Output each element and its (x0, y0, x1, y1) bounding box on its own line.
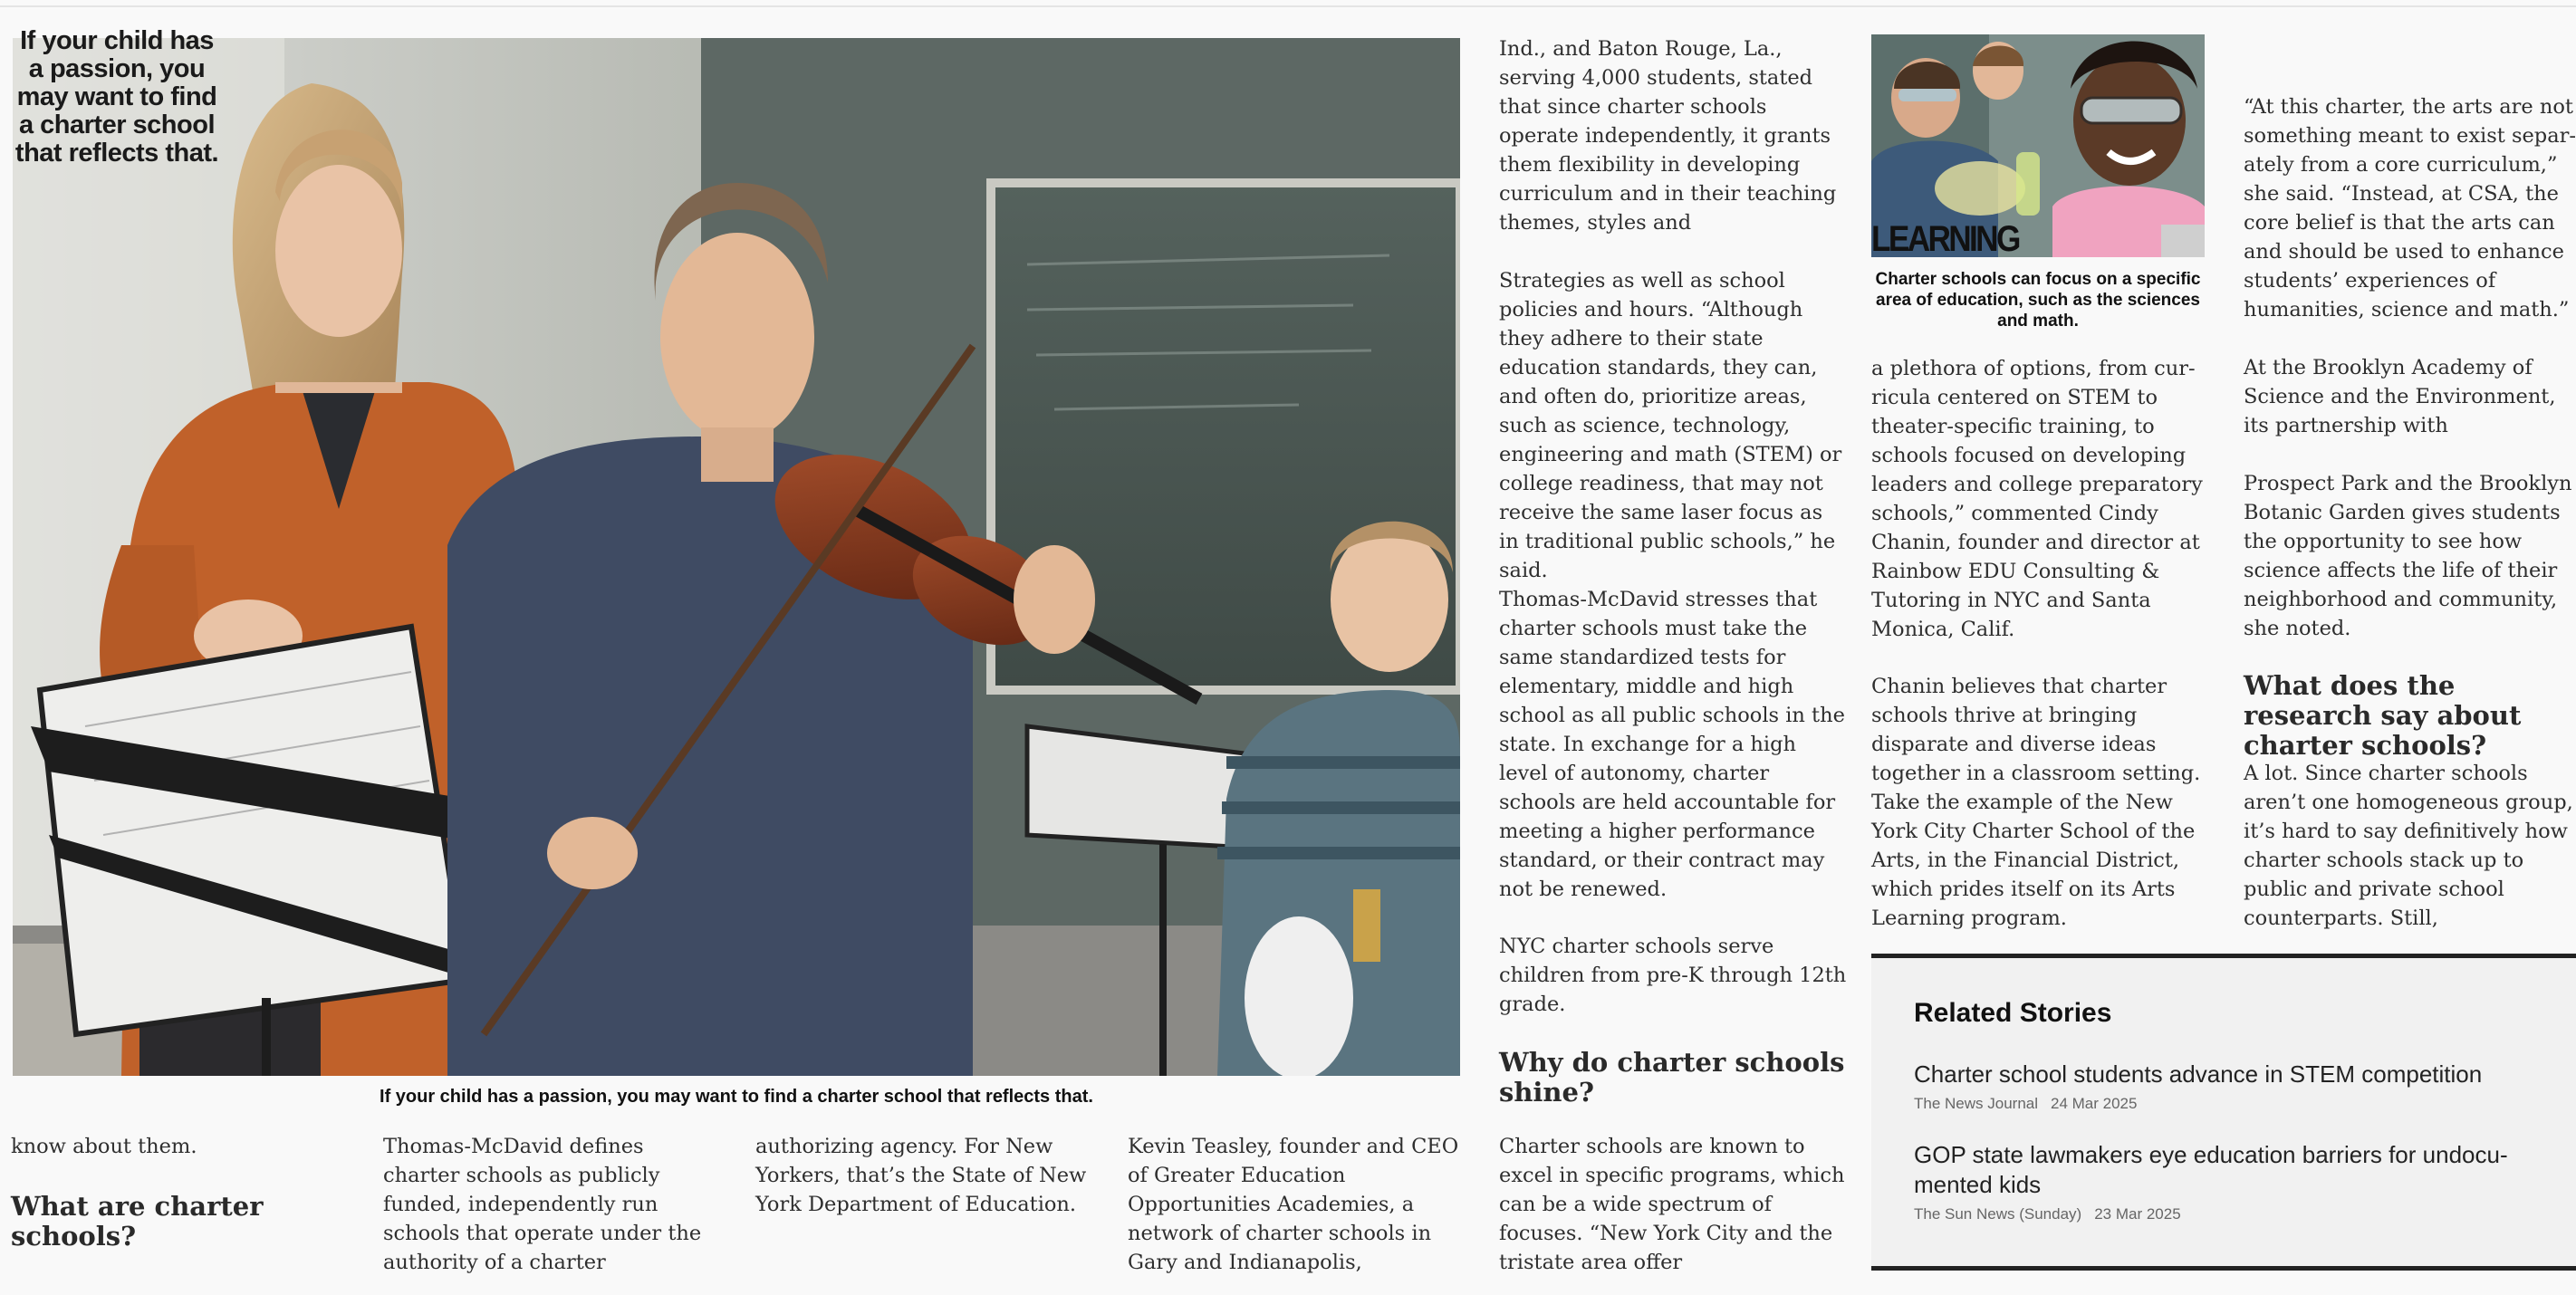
article-paragraph: Ind., and Baton Rouge, La., serving 4,000 students, stated that since charter schools operate independently, it grants them flexibility in developing curriculum and in their teaching themes, styles and (1499, 37, 1837, 235)
related-story-meta (1914, 1095, 2530, 1113)
related-story-source: The News Journal (1914, 1095, 2039, 1112)
article-paragraph: Thomas-McDavid stresses that charter schools must take the same standardized tests for elementary, middle and high school as all public schools in the state. In exchange for a high level of autonomy, charter schools are held accountable for meeting a higher performance standard, or their contract may not be renewed. (1499, 588, 1845, 901)
related-story-meta (1914, 1205, 2530, 1223)
article-paragraph: know about them. (11, 1135, 197, 1158)
article-paragraph: a plethora of options, from curricula centered on STEM to theater-specific training, to schools focused on developing leaders and college preparatory schools,” commented Cindy Chanin, founder and director at Rainbow EDU Consulting & Tutoring in NYC and Santa Monica, Calif. (1871, 357, 2203, 641)
related-story-date: 23 Mar 2025 (2094, 1205, 2181, 1223)
hero-caption: If your child has a passion, you may want to find a charter school that reflects that. (380, 1087, 1093, 1107)
article-paragraph: Kevin Teasley, founder and CEO of Greater Education Opportunities Academies, a network of charter schools in Gary and Indianapolis, (1128, 1135, 1459, 1274)
article-paragraph: Thomas-McDavid defines charter schools as publicly funded, independently run schools that operate under the authority of a charter (383, 1135, 702, 1274)
related-story-item[interactable] (1914, 1140, 2530, 1223)
article-paragraph: authorizing agency. For New Yorkers, that’s the State of New York Department of Education. (755, 1135, 1087, 1216)
related-story-date: 24 Mar 2025 (2051, 1095, 2138, 1112)
section-heading: Why do charter schools shine? (1499, 1047, 1845, 1108)
related-story-headline[interactable]: Charter school students advance in STEM competition (1914, 1060, 2483, 1088)
section-heading: What does the research say about charter schools? (2244, 670, 2522, 761)
article-paragraph: NYC charter schools serve children from pre-K through 12th grade. (1499, 935, 1847, 1016)
learning-label: LEARNING (1871, 219, 2019, 259)
section-heading: What are charter schools? (11, 1191, 264, 1252)
top-divider (0, 5, 2576, 7)
article-paragraph: Strategies as well as school policies and hours. “Although they adhere to their state education standards, they can, and often do, prioritize areas, such as science, technology, engineering and math (STEM) or college readiness, that may not receive the same laser focus as in traditional public schools,” he said. (1499, 269, 1842, 582)
related-story-headline[interactable]: GOP state lawmakers eye education barriers for undocumented kids (1914, 1141, 2508, 1198)
article-paragraph: “At this charter, the arts are not something meant to exist separately from a core curriculum,” she said. “Instead, at CSA, the core belief is that the arts can and should be used to enhance students’ experiences of humanities, science and math.” (2244, 95, 2576, 321)
hero-photo (13, 38, 1460, 1076)
related-story-item[interactable] (1914, 1060, 2530, 1113)
article-paragraph: At the Brooklyn Academy of Science and the Environment, its partnership with (2244, 356, 2556, 437)
related-stories-title: Related Stories (1914, 998, 2112, 1028)
related-story-source: The Sun News (Sunday) (1914, 1205, 2082, 1223)
article-paragraph: A lot. Since charter schools aren’t one homogeneous group, it’s hard to say definitively how charter schools stack up to public and private school counterparts. Still, (2244, 762, 2573, 930)
article-paragraph: Chanin believes that charter schools thrive at bringing disparate and diverse ideas together in a classroom setting. Take the example of the New York City Charter School of the Arts, in the Financial District, which prides itself on its Arts Learning program. (1871, 675, 2201, 930)
article-paragraph: Charter schools are known to excel in specific programs, which can be a wide spectrum of focuses. “New York City and the tristate area offer (1499, 1135, 1845, 1274)
hero-overlay-text: If your child has a passion, you may want to find a charter school that reflects that. (14, 26, 219, 168)
learning-caption: Charter schools can focus on a specific area of education, such as the sciences and math. (1875, 270, 2201, 331)
article-paragraph: Prospect Park and the Brooklyn Botanic Garden gives students the opportunity to see how science affects the life of their neighborhood and community, she noted. (2244, 472, 2572, 640)
related-stories-box (1871, 954, 2576, 1271)
